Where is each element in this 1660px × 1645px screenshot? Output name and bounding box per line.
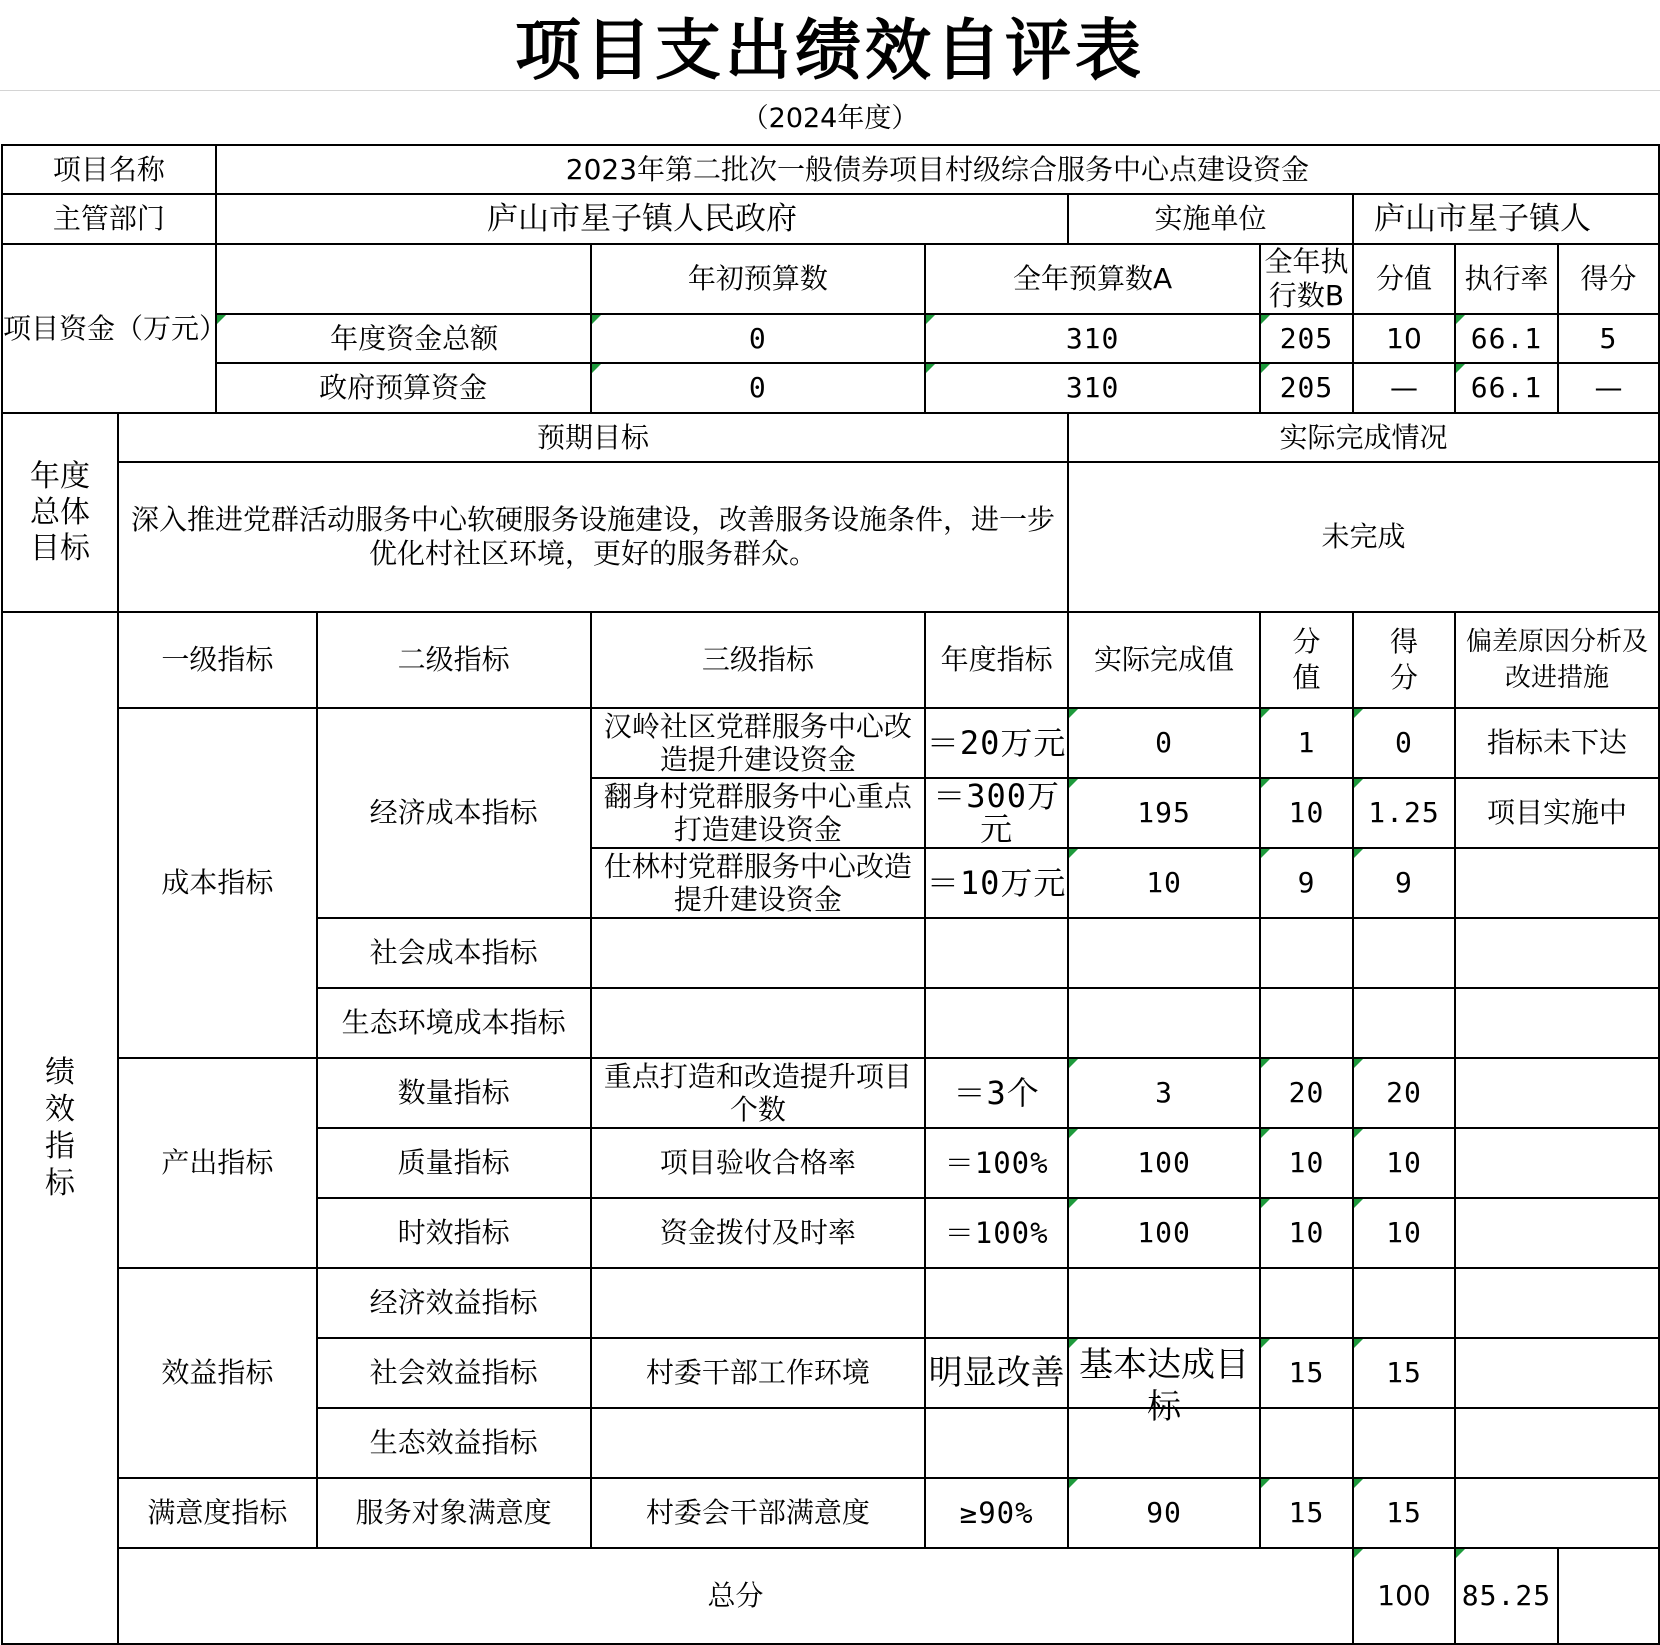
target-cell: ＝100% <box>925 1198 1068 1268</box>
level3-cell <box>591 988 926 1058</box>
department-value: 庐山市星子镇人民政府 <box>216 194 1068 244</box>
actual-cell <box>1068 988 1260 1058</box>
project-name-value: 2023年第二批次一般债券项目村级综合服务中心点建设资金 <box>216 145 1659 194</box>
level1-output: 产出指标 <box>118 1058 317 1268</box>
deviation-cell: 指标未下达 <box>1455 708 1659 778</box>
funds-header-executed: 全年执行数B <box>1260 244 1353 314</box>
total-score: 85.25 <box>1455 1548 1558 1644</box>
implementer-label: 实施单位 <box>1068 194 1353 244</box>
deviation-cell <box>1455 1198 1659 1268</box>
project-name-label: 项目名称 <box>2 145 216 194</box>
target-cell <box>925 988 1068 1058</box>
goals-expected-header: 预期目标 <box>118 413 1068 462</box>
goals-label: 年度总体目标 <box>2 413 118 612</box>
total-blank <box>1558 1548 1659 1644</box>
score-cell <box>1353 918 1455 988</box>
level2-quality: 质量指标 <box>317 1128 591 1198</box>
target-cell <box>925 918 1068 988</box>
department-row <box>2 194 1659 244</box>
target-cell: ＝3个 <box>925 1058 1068 1128</box>
implementer-value: 庐山市星子镇人 <box>1353 194 1659 244</box>
level3-cell: 重点打造和改造提升项目个数 <box>591 1058 926 1128</box>
deviation-cell: 项目实施中 <box>1455 778 1659 848</box>
indicator-row <box>2 1058 1659 1128</box>
funds-row-initial: 0 <box>591 314 926 363</box>
funds-row-weight: — <box>1353 363 1455 413</box>
deviation-cell <box>1455 1338 1659 1408</box>
weight-cell: 10 <box>1260 1128 1353 1198</box>
weight-cell: 15 <box>1260 1338 1353 1408</box>
header-score: 得分 <box>1353 612 1455 708</box>
level3-cell <box>591 918 926 988</box>
indicators-header-row <box>2 612 1659 708</box>
total-label: 总分 <box>118 1548 1353 1644</box>
weight-cell: 9 <box>1260 848 1353 918</box>
level2-service-satisfaction: 服务对象满意度 <box>317 1478 591 1548</box>
weight-cell: 10 <box>1260 1198 1353 1268</box>
actual-cell: 100 <box>1068 1128 1260 1198</box>
weight-cell: 1 <box>1260 708 1353 778</box>
deviation-cell <box>1455 1058 1659 1128</box>
level1-satisfaction: 满意度指标 <box>118 1478 317 1548</box>
goals-content-row <box>2 462 1659 612</box>
weight-cell <box>1260 1268 1353 1338</box>
funds-row-government <box>2 363 1659 413</box>
level3-cell: 项目验收合格率 <box>591 1128 926 1198</box>
page-subtitle: （2024年度） <box>741 103 919 134</box>
actual-cell: 基本达成目标 <box>1068 1338 1260 1408</box>
page-title: 项目支出绩效自评表 <box>515 11 1145 89</box>
project-name-row <box>2 145 1659 194</box>
funds-header-annual: 全年预算数A <box>925 244 1260 314</box>
actual-cell <box>1068 1408 1260 1478</box>
deviation-cell <box>1455 1268 1659 1338</box>
funds-header-rate: 执行率 <box>1455 244 1558 314</box>
level3-cell: 资金拨付及时率 <box>591 1198 926 1268</box>
header-level3: 三级指标 <box>591 612 926 708</box>
deviation-cell <box>1455 848 1659 918</box>
level3-cell: 村委干部工作环境 <box>591 1338 926 1408</box>
deviation-cell <box>1455 1128 1659 1198</box>
score-cell: 1.25 <box>1353 778 1455 848</box>
score-cell: 0 <box>1353 708 1455 778</box>
score-cell <box>1353 1408 1455 1478</box>
indicator-row <box>2 1268 1659 1338</box>
actual-cell: 0 <box>1068 708 1260 778</box>
funds-label: 项目资金（万元） <box>2 244 216 413</box>
header-actual-value: 实际完成值 <box>1068 612 1260 708</box>
actual-cell: 195 <box>1068 778 1260 848</box>
total-row <box>2 1548 1659 1644</box>
total-weight: 100 <box>1353 1548 1455 1644</box>
header-level2: 二级指标 <box>317 612 591 708</box>
actual-cell: 100 <box>1068 1198 1260 1268</box>
goals-expected-text: 深入推进党群活动服务中心软硬服务设施建设，改善服务设施条件，进一步优化村社区环境，更好的服务群众。 <box>118 462 1068 612</box>
score-cell: 15 <box>1353 1338 1455 1408</box>
level3-cell: 村委会干部满意度 <box>591 1478 926 1548</box>
target-cell: ＝100% <box>925 1128 1068 1198</box>
goals-actual-header: 实际完成情况 <box>1068 413 1659 462</box>
deviation-cell <box>1455 1408 1659 1478</box>
level2-social-cost: 社会成本指标 <box>317 918 591 988</box>
funds-row-weight: 10 <box>1353 314 1455 363</box>
actual-cell: 90 <box>1068 1478 1260 1548</box>
target-cell <box>925 1408 1068 1478</box>
target-cell: ≥90% <box>925 1478 1068 1548</box>
funds-row-initial: 0 <box>591 363 926 413</box>
header-deviation: 偏差原因分析及改进措施 <box>1455 612 1659 708</box>
funds-row-rate: 66.1 <box>1455 363 1558 413</box>
header-annual-target: 年度指标 <box>925 612 1068 708</box>
department-label: 主管部门 <box>2 194 216 244</box>
funds-row-total <box>2 314 1659 363</box>
score-cell: 9 <box>1353 848 1455 918</box>
funds-header-initial: 年初预算数 <box>591 244 926 314</box>
indicator-row <box>2 1478 1659 1548</box>
funds-header-weight: 分值 <box>1353 244 1455 314</box>
weight-cell <box>1260 988 1353 1058</box>
level3-cell <box>591 1268 926 1338</box>
actual-cell: 10 <box>1068 848 1260 918</box>
level3-cell <box>591 1408 926 1478</box>
level3-cell: 翻身村党群服务中心重点打造建设资金 <box>591 778 926 848</box>
funds-row-annual: 310 <box>925 314 1260 363</box>
target-cell: ＝300万元 <box>925 778 1068 848</box>
score-cell: 15 <box>1353 1478 1455 1548</box>
level2-quantity: 数量指标 <box>317 1058 591 1128</box>
funds-header-row <box>2 244 1659 314</box>
weight-cell <box>1260 1408 1353 1478</box>
indicator-row <box>2 708 1659 778</box>
level3-cell: 汉岭社区党群服务中心改造提升建设资金 <box>591 708 926 778</box>
weight-cell: 20 <box>1260 1058 1353 1128</box>
level2-eco-cost: 生态环境成本指标 <box>317 988 591 1058</box>
level2-timeliness: 时效指标 <box>317 1198 591 1268</box>
level2-eco-benefit: 生态效益指标 <box>317 1408 591 1478</box>
score-cell <box>1353 988 1455 1058</box>
indicators-label: 绩效指标 <box>2 612 118 1644</box>
target-cell <box>925 1268 1068 1338</box>
funds-row-name: 政府预算资金 <box>216 363 591 413</box>
level1-cost: 成本指标 <box>118 708 317 1058</box>
target-cell: ＝10万元 <box>925 848 1068 918</box>
weight-cell <box>1260 918 1353 988</box>
deviation-cell <box>1455 1478 1659 1548</box>
funds-row-executed: 205 <box>1260 314 1353 363</box>
level2-economic-benefit: 经济效益指标 <box>317 1268 591 1338</box>
goals-header-row <box>2 413 1659 462</box>
evaluation-table <box>1 144 1660 1645</box>
level2-social-benefit: 社会效益指标 <box>317 1338 591 1408</box>
header-level1: 一级指标 <box>118 612 317 708</box>
deviation-cell <box>1455 988 1659 1058</box>
title-divider <box>0 90 1660 91</box>
funds-row-annual: 310 <box>925 363 1260 413</box>
deviation-cell <box>1455 918 1659 988</box>
actual-cell: 3 <box>1068 1058 1260 1128</box>
funds-row-rate: 66.1 <box>1455 314 1558 363</box>
target-cell: ＝20万元 <box>925 708 1068 778</box>
level3-cell: 仕林村党群服务中心改造提升建设资金 <box>591 848 926 918</box>
funds-header-blank <box>216 244 591 314</box>
level1-benefit: 效益指标 <box>118 1268 317 1478</box>
actual-cell <box>1068 1268 1260 1338</box>
funds-header-score: 得分 <box>1558 244 1659 314</box>
funds-row-name: 年度资金总额 <box>216 314 591 363</box>
actual-cell <box>1068 918 1260 988</box>
score-cell: 10 <box>1353 1198 1455 1268</box>
funds-row-score: — <box>1558 363 1659 413</box>
header-weight: 分值 <box>1260 612 1353 708</box>
score-cell <box>1353 1268 1455 1338</box>
level2-economic-cost: 经济成本指标 <box>317 708 591 918</box>
weight-cell: 10 <box>1260 778 1353 848</box>
funds-row-score: 5 <box>1558 314 1659 363</box>
funds-row-executed: 205 <box>1260 363 1353 413</box>
goals-actual-text: 未完成 <box>1068 462 1659 612</box>
score-cell: 10 <box>1353 1128 1455 1198</box>
weight-cell: 15 <box>1260 1478 1353 1548</box>
score-cell: 20 <box>1353 1058 1455 1128</box>
target-cell: 明显改善 <box>925 1338 1068 1408</box>
